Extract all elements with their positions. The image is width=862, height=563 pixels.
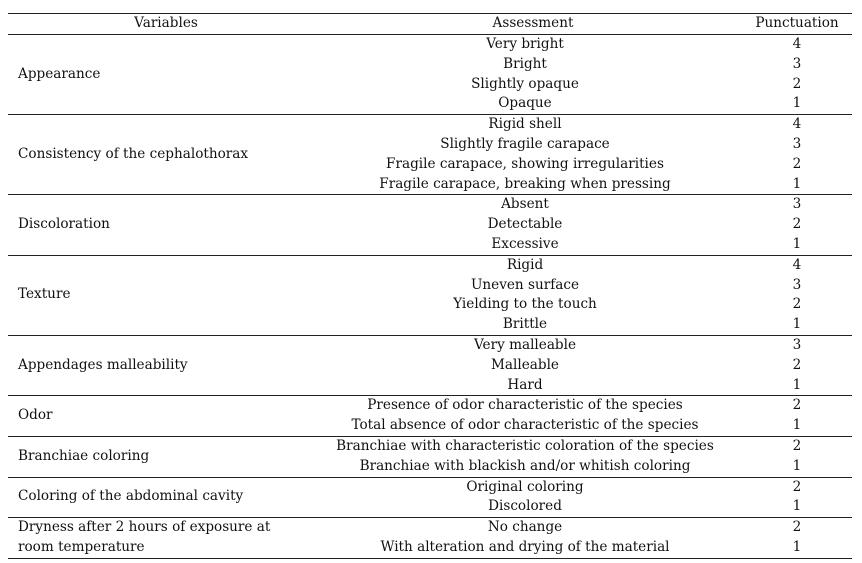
- assessment-cell: Branchiae with blackish and/or whitish coloring: [359, 457, 691, 474]
- punctuation-cell: 3: [792, 276, 802, 293]
- variable-cell: [8, 396, 308, 436]
- header-variables: Variables: [134, 15, 198, 32]
- assessment-cell: Bright: [503, 55, 547, 72]
- variable-cell: [8, 478, 308, 518]
- assessment-cell: Fragile carapace, breaking when pressing: [379, 175, 671, 192]
- table-group: [8, 437, 852, 478]
- punctuation-cell: 2: [792, 437, 802, 454]
- variable-label: Consistency of the cephalothorax: [18, 145, 249, 162]
- assessment-cell: Absent: [501, 196, 549, 213]
- punctuation-cell: 3: [792, 55, 802, 72]
- punctuation-cell: 1: [792, 498, 802, 515]
- assessment-cell: Opaque: [498, 95, 552, 112]
- punctuation-cell: 1: [792, 95, 802, 112]
- variable-label: Branchiae coloring: [18, 447, 150, 464]
- punctuation-cell: 1: [792, 316, 802, 333]
- punctuation-cell: 1: [792, 417, 802, 434]
- assessment-cell: Uneven surface: [470, 276, 580, 293]
- assessment-cell: Detectable: [487, 216, 563, 233]
- table-group: [8, 336, 852, 396]
- assessment-cell: With alteration and drying of the material: [380, 538, 670, 555]
- table-group: [8, 195, 852, 255]
- table-header: [8, 13, 852, 35]
- punctuation-cell: 1: [792, 376, 802, 393]
- assessment-cell: Rigid: [506, 256, 544, 273]
- variable-cell: [8, 336, 308, 395]
- assessment-cell: Brittle: [502, 316, 548, 333]
- assessment-cell: Branchiae with characteristic coloration of the species: [336, 437, 714, 454]
- header-punctuation: Punctuation: [755, 15, 839, 32]
- variable-label: Dryness after 2 hours of exposure at room temperature: [18, 519, 271, 555]
- variable-label: Coloring of the abdominal cavity: [18, 488, 244, 505]
- table-group: [8, 518, 852, 559]
- assessment-cell: Malleable: [491, 356, 559, 373]
- table-body: [8, 35, 852, 559]
- table-group: [8, 35, 852, 115]
- punctuation-cell: 2: [792, 75, 802, 92]
- punctuation-cell: 1: [792, 538, 802, 555]
- table-group: [8, 478, 852, 519]
- assessment-cell: No change: [487, 519, 563, 536]
- punctuation-cell: 1: [792, 457, 802, 474]
- variable-label: Discoloration: [18, 216, 110, 233]
- assessment-cell: Fragile carapace, showing irregularities: [386, 155, 664, 172]
- table-group: [8, 396, 852, 437]
- punctuation-cell: 4: [792, 256, 802, 273]
- assessment-cell: Yielding to the touch: [453, 296, 597, 313]
- variable-label: Texture: [18, 286, 71, 303]
- punctuation-cell: 2: [792, 155, 802, 172]
- punctuation-cell: 3: [792, 135, 802, 152]
- variable-cell: [8, 518, 308, 558]
- assessment-cell: Slightly fragile carapace: [440, 135, 610, 152]
- table-group: [8, 256, 852, 336]
- punctuation-cell: 3: [792, 336, 802, 353]
- variable-label: Appearance: [18, 65, 101, 82]
- variable-label: Appendages malleability: [18, 356, 188, 373]
- assessment-cell: Original coloring: [466, 478, 584, 495]
- assessment-cell: Excessive: [491, 235, 559, 252]
- punctuation-cell: 2: [792, 216, 802, 233]
- punctuation-cell: 2: [792, 519, 802, 536]
- variable-cell: [8, 256, 308, 335]
- punctuation-cell: 2: [792, 356, 802, 373]
- punctuation-cell: 1: [792, 235, 802, 252]
- assessment-cell: Very malleable: [473, 336, 577, 353]
- header-assessment: Assessment: [492, 15, 574, 32]
- assessment-table: [8, 13, 852, 559]
- punctuation-cell: 4: [792, 116, 802, 133]
- punctuation-cell: 3: [792, 196, 802, 213]
- assessment-cell: Discolored: [488, 498, 562, 515]
- variable-label: Odor: [18, 407, 53, 424]
- punctuation-cell: 2: [792, 397, 802, 414]
- assessment-cell: Very bright: [486, 36, 564, 52]
- assessment-cell: Rigid shell: [488, 116, 562, 133]
- variable-cell: [8, 437, 308, 477]
- variable-cell: [8, 115, 308, 194]
- assessment-cell: Presence of odor characteristic of the species: [367, 397, 683, 414]
- variable-cell: [8, 195, 308, 254]
- variable-cell: [8, 35, 308, 114]
- punctuation-cell: 2: [792, 296, 802, 313]
- table-group: [8, 115, 852, 195]
- punctuation-cell: 4: [792, 36, 802, 52]
- assessment-cell: Hard: [507, 376, 543, 393]
- punctuation-cell: 1: [792, 175, 802, 192]
- assessment-cell: Slightly opaque: [471, 75, 579, 92]
- assessment-cell: Total absence of odor characteristic of the species: [351, 417, 699, 434]
- punctuation-cell: 2: [792, 478, 802, 495]
